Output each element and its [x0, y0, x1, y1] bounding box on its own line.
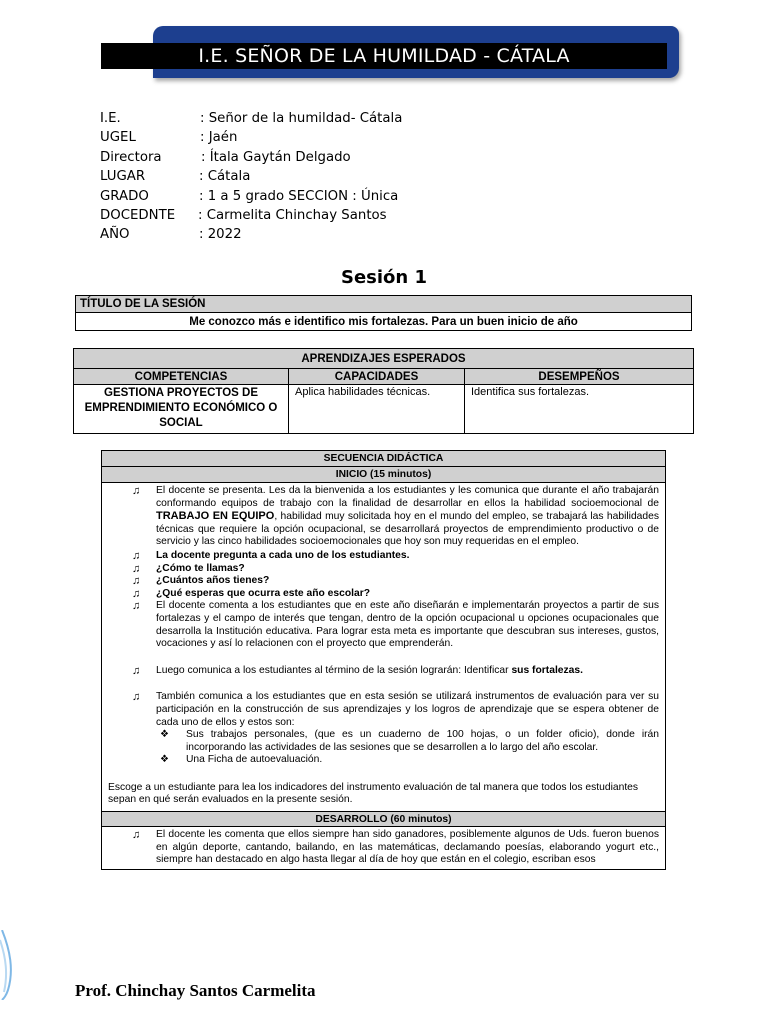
list-item: [110, 575, 659, 588]
item-text: Luego comunica a los estudiantes al término de la sesión lograrán: Identificar: [156, 664, 512, 676]
footer-author: Prof. Chinchay Santos Carmelita: [75, 981, 316, 1000]
capacidad-cell: Aplica habilidades técnicas.: [289, 385, 465, 434]
list-item: [110, 485, 659, 549]
list-item: [110, 550, 659, 563]
info-value: : Jaén: [200, 130, 238, 146]
learning-table: [73, 348, 694, 434]
diamond-bullet-icon: ❖: [160, 754, 169, 766]
item-strong: sus fortalezas.: [511, 664, 583, 676]
sub-item-text: Sus trabajos personales, (que es un cuaderno de 100 hojas, o un folder oficio), donde irán incorporando las actividades de las sesiones que se desarrollen a lo largo del año escolar.: [186, 729, 659, 753]
info-value: : 2022: [199, 227, 242, 243]
note-bullet-icon: ♫: [132, 587, 141, 600]
item-strong: La docente pregunta a cada uno de los estudiantes.: [156, 549, 410, 561]
col-competencias: COMPETENCIAS: [74, 369, 289, 385]
note-bullet-icon: ♫: [132, 600, 141, 613]
note-bullet-icon: ♫: [132, 549, 141, 562]
session-title-value: Me conozco más e identifico mis fortalezas. Para un buen inicio de año: [76, 313, 692, 331]
desarrollo-header: DESARROLLO (60 minutos): [102, 812, 666, 827]
note-bullet-icon: ♫: [132, 575, 141, 588]
sub-item-text: Una Ficha de autoevaluación.: [186, 754, 323, 766]
session-title-label: TÍTULO DE LA SESIÓN: [76, 296, 692, 313]
info-label: LUGAR: [100, 169, 146, 185]
sequence-header: SECUENCIA DIDÁCTICA: [102, 451, 666, 467]
item-text: , habilidad muy solicitada hoy en el mundo del empleo, se trabajará las habilidades técnicas que requiere la opción ocupacional, se desarrollará proyectos de emprendimiento productivo o de servicio y las cinco habilidades socioemocionales que hoy son muy requeridas en el empleo.: [156, 511, 659, 548]
note-bullet-icon: ♫: [132, 691, 141, 704]
info-label: GRADO: [100, 188, 149, 204]
info-label: DOCEDNTE: [100, 207, 176, 223]
info-label: I.E.: [100, 111, 121, 126]
desempeno-cell: Identifica sus fortalezas.: [465, 385, 694, 434]
item-strong: ¿Cuántos años tienes?: [156, 575, 270, 587]
note-bullet-icon: ♫: [132, 562, 141, 575]
item-text: El docente les comenta que ellos siempre han sido ganadores, posiblemente algunos de Uds. fueron buenos en algún deporte, cantando, bailando, en las matemáticas, declamando poesías, elaborando yogurt etc., siempre han destacado en algo hasta llegar al día de hoy que están en el colegio, escriban esos: [156, 829, 659, 866]
info-label: Directora: [100, 149, 162, 165]
inicio-header: INICIO (15 minutos): [102, 467, 666, 483]
info-label: UGEL: [100, 130, 136, 146]
list-item: [110, 665, 659, 678]
competencia-cell: GESTIONA PROYECTOS DE EMPRENDIMIENTO ECONÓMICO O SOCIAL: [74, 385, 289, 434]
item-strong: TRABAJO EN EQUIPO: [156, 510, 275, 523]
item-strong: ¿Qué esperas que ocurra este año escolar?: [156, 587, 371, 599]
info-value: : Cátala: [199, 169, 251, 185]
item-text: También comunica a los estudiantes que en esta sesión se utilizará instrumentos de evaluación para ver su participación en la construcción de sus aprendizajes y los logros de aprendizaje que se espera obtener de cada uno de ellos y estos son:: [156, 691, 659, 728]
desarrollo-body: [102, 827, 666, 870]
note-bullet-icon: ♫: [132, 829, 141, 842]
list-item: [110, 829, 659, 867]
list-item: [110, 600, 659, 650]
wave-decoration-icon: [0, 930, 20, 1000]
session-title: Sesión 1: [340, 267, 428, 288]
note-bullet-icon: ♫: [132, 485, 141, 497]
list-item: [110, 691, 659, 729]
sub-item: [110, 729, 659, 754]
list-item: [110, 588, 659, 601]
closing-text: Escoge a un estudiante para lea los indicadores del instrumento evaluación de tal manera que todos los estudiantes sepan en qué serán evaluados en la presente sesión.: [108, 781, 639, 806]
note-bullet-icon: ♫: [132, 664, 141, 677]
item-text: El docente se presenta. Les da la bienvenida a los estudiantes y les comunica que durante el año trabajarán conformando equipos de trabajo con la finalidad de desarrollar en ellos la habilidad socioemocional de: [156, 485, 659, 509]
inicio-body: [102, 483, 666, 812]
info-value: : 1 a 5 grado SECCION : Única: [199, 188, 399, 204]
sub-item: [110, 754, 659, 767]
info-value: : Señor de la humildad- Cátala: [200, 111, 403, 126]
item-strong: ¿Cómo te llamas?: [156, 562, 245, 574]
session-title-table: [75, 295, 692, 331]
info-value: : Ítala Gaytán Delgado: [201, 149, 351, 165]
info-label: AÑO: [100, 227, 130, 243]
sequence-table: [101, 450, 666, 870]
diamond-bullet-icon: ❖: [160, 729, 169, 741]
learning-header: APRENDIZAJES ESPERADOS: [74, 349, 694, 369]
col-capacidades: CAPACIDADES: [289, 369, 465, 385]
school-title: I.E. SEÑOR DE LA HUMILDAD - CÁTALA: [101, 43, 667, 69]
info-value: : Carmelita Chinchay Santos: [198, 207, 387, 223]
col-desempenos: DESEMPEÑOS: [465, 369, 694, 385]
item-text: El docente comenta a los estudiantes que en este año diseñarán e implementarán proyectos a partir de sus fortalezas y el campo de interés que tengan, dentro de la opción ocupacional u opciones ocupacionales que desarrolla la Institución educativa. Para lograr esta meta es importante que descubran sus intereses, gustos, vocaciones y así lo relacionen con el proyecto que emprenderán.: [156, 600, 659, 650]
list-item: [110, 563, 659, 576]
